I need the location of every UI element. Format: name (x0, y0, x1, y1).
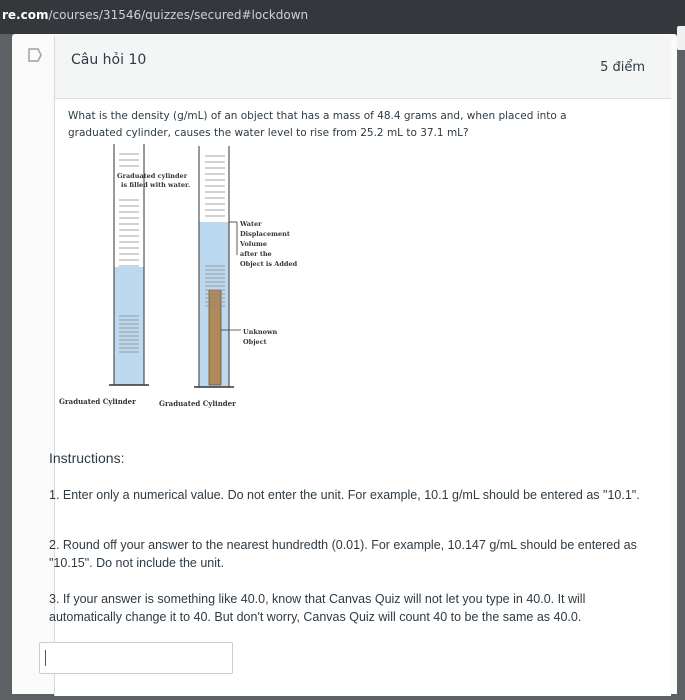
unknown-object (209, 290, 221, 385)
instruction-1: 1. Enter only a numerical value. Do not enter the unit. For example, 10.1 g/mL should be entered as "10.1". (49, 488, 640, 502)
object-label-1: Unknown (243, 328, 278, 336)
caption-left: Graduated Cylinder (59, 397, 136, 406)
water-label-3: Volume (240, 240, 267, 248)
url-path: /courses/31546/quizzes/secured#lockdown (48, 8, 309, 22)
answer-input[interactable] (39, 642, 233, 674)
browser-url-bar[interactable] (0, 0, 685, 34)
object-label-2: Object (243, 338, 267, 346)
instruction-2: 2. Round off your answer to the nearest hundredth (0.01). For example, 10.147 g/mL should be entered as "10.15". Do not include the unit. (49, 538, 637, 570)
graduated-cylinder-diagram (59, 140, 329, 410)
text-cursor (45, 650, 46, 666)
instructions-title: Instructions: (49, 450, 125, 466)
flag-question-icon[interactable] (27, 48, 43, 62)
left-water (114, 267, 144, 385)
question-text: What is the density (g/mL) of an object that has a mass of 48.4 grams and, when placed into a graduated cylinder, causes the water level to rise from 25.2 mL to 37.1 mL? (68, 110, 567, 139)
scrollbar-handle[interactable] (677, 26, 685, 50)
question-header (55, 36, 671, 99)
right-cylinder (194, 146, 298, 387)
quiz-page (12, 34, 677, 694)
instruction-3: 3. If your answer is something like 40.0, know that Canvas Quiz will not let you type in 40.0. It will automatically change it to 40. But don't worry, Canvas Quiz will count 40 to be the same as 40.0. (49, 592, 586, 624)
left-label-1: Graduated cylinder (117, 172, 188, 180)
water-label-4: after the (240, 250, 272, 258)
water-label-5: Object is Added (240, 260, 298, 268)
url-host: re.com (2, 8, 49, 22)
question-card (49, 36, 671, 696)
left-cylinder (109, 144, 190, 385)
water-label-2: Displacement (240, 230, 290, 238)
question-points: 5 điểm (600, 60, 645, 75)
caption-right: Graduated Cylinder (159, 399, 236, 408)
question-title: Câu hỏi 10 (71, 52, 147, 68)
water-label-1: Water (240, 220, 262, 228)
left-label-2: is filled with water. (121, 181, 191, 189)
